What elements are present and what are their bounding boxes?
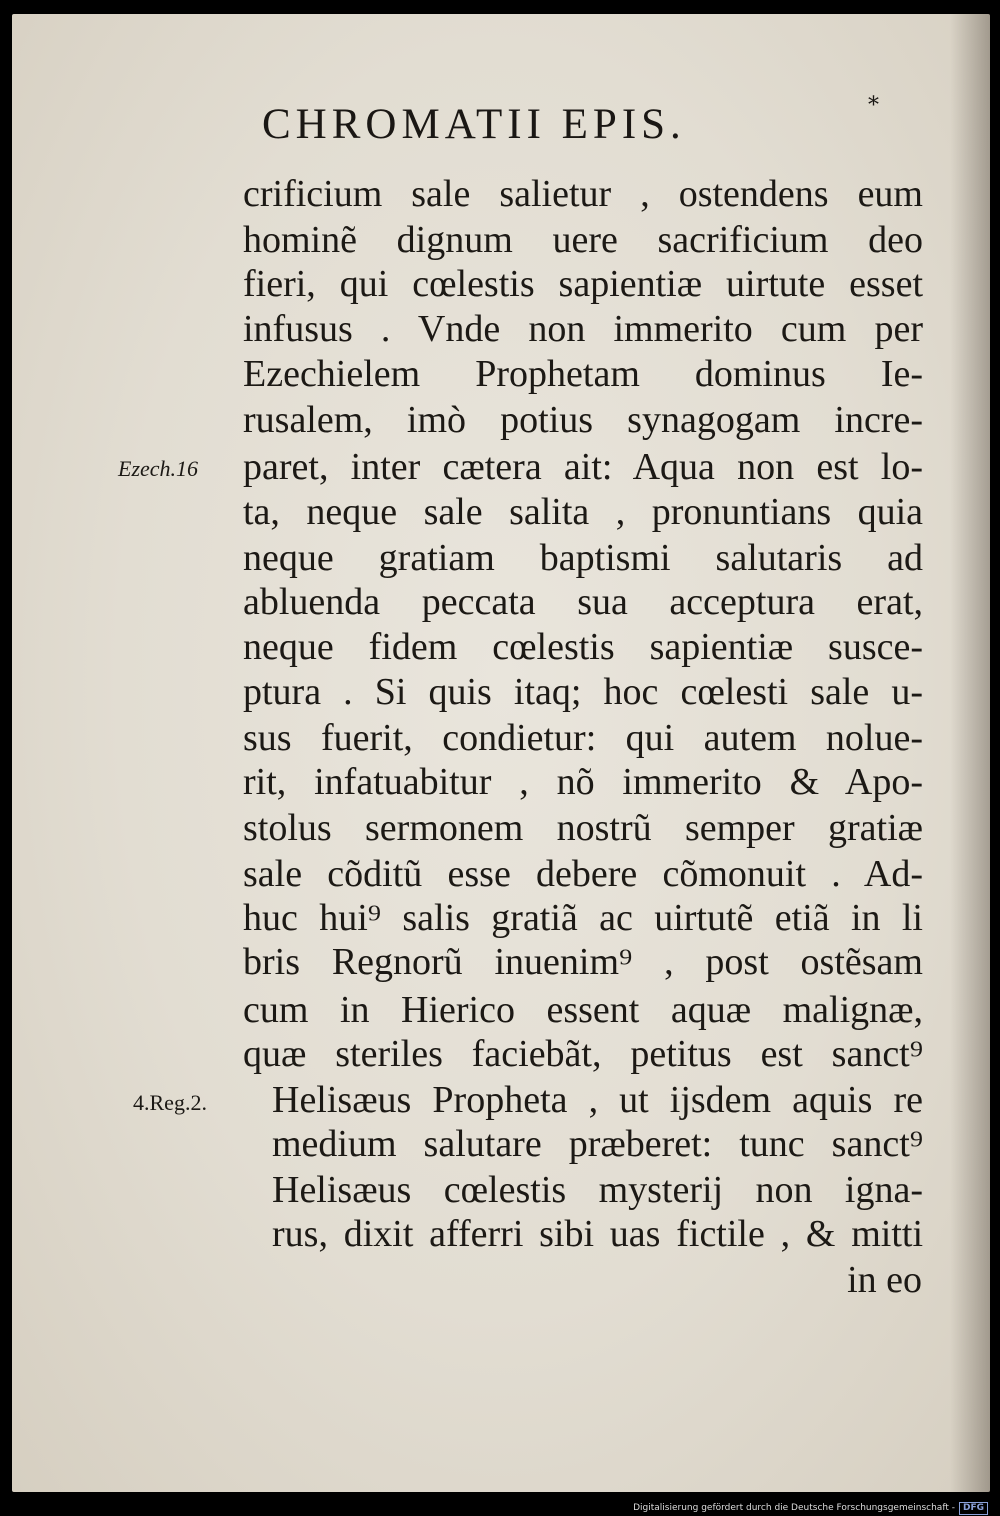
text-line: cum in Hierico essent aquæ malignæ, <box>243 989 923 1031</box>
marginal-note-regum: 4.Reg.2. <box>133 1090 207 1115</box>
text-line: rus, dixit afferri sibi uas fictile , & mitti <box>272 1213 923 1255</box>
page-gutter-shadow <box>950 14 990 1492</box>
text-line: fieri, qui cœlestis sapientiæ uirtute esset <box>243 263 923 305</box>
ornament-mark: ⁎ <box>868 86 879 111</box>
text-line: sus fuerit, condietur: qui autem nolue- <box>243 717 923 759</box>
text-line: hominẽ dignum uere sacrificium deo <box>243 219 923 261</box>
running-title: CHROMATII EPIS. <box>262 101 686 148</box>
text-line: in eo <box>847 1259 922 1301</box>
text-line: stolus sermonem nostrũ semper gratiæ <box>243 807 923 849</box>
text-line: neque fidem cœlestis sapientiæ susce- <box>243 626 923 668</box>
digitization-credit <box>633 1502 988 1515</box>
text-line: medium salutare præberet: tunc sanct⁹ <box>272 1123 923 1165</box>
text-line: neque gratiam baptismi salutaris ad <box>243 537 923 579</box>
dfg-logo: DFG <box>959 1502 988 1515</box>
text-line: crificium sale salietur , ostendens eum <box>243 173 923 215</box>
text-line: Helisæus Propheta , ut ijsdem aquis re <box>272 1079 923 1121</box>
text-line: ptura . Si quis itaq; hoc cœlesti sale u- <box>243 671 923 713</box>
text-line: rit, infatuabitur , nõ immerito & Apo- <box>243 761 923 803</box>
credit-text: Digitalisierung gefördert durch die Deutsche Forschungsgemeinschaft - <box>633 1503 955 1513</box>
text-line: infusus . Vnde non immerito cum per <box>243 308 923 350</box>
text-line: Ezechielem Prophetam dominus Ie- <box>243 353 923 395</box>
text-line: sale cõditũ esse debere cõmonuit . Ad- <box>243 853 923 895</box>
text-line: abluenda peccata sua acceptura erat, <box>243 581 923 623</box>
text-line: rusalem, imò potius synagogam incre- <box>243 399 923 441</box>
text-line: bris Regnorũ inuenim⁹ , post ostẽsam <box>243 941 923 983</box>
text-line: ta, neque sale salita , pronuntians quia <box>243 491 923 533</box>
text-line: quæ steriles faciebãt, petitus est sanct⁹ <box>243 1033 923 1075</box>
text-line: huc hui⁹ salis gratiã ac uirtutẽ etiã in li <box>243 897 923 939</box>
marginal-note-ezechiel: Ezech.16 <box>118 456 199 481</box>
text-line: paret, inter cætera ait: Aqua non est lo- <box>243 446 923 488</box>
text-line: Helisæus cœlestis mysterij non igna- <box>272 1169 923 1211</box>
